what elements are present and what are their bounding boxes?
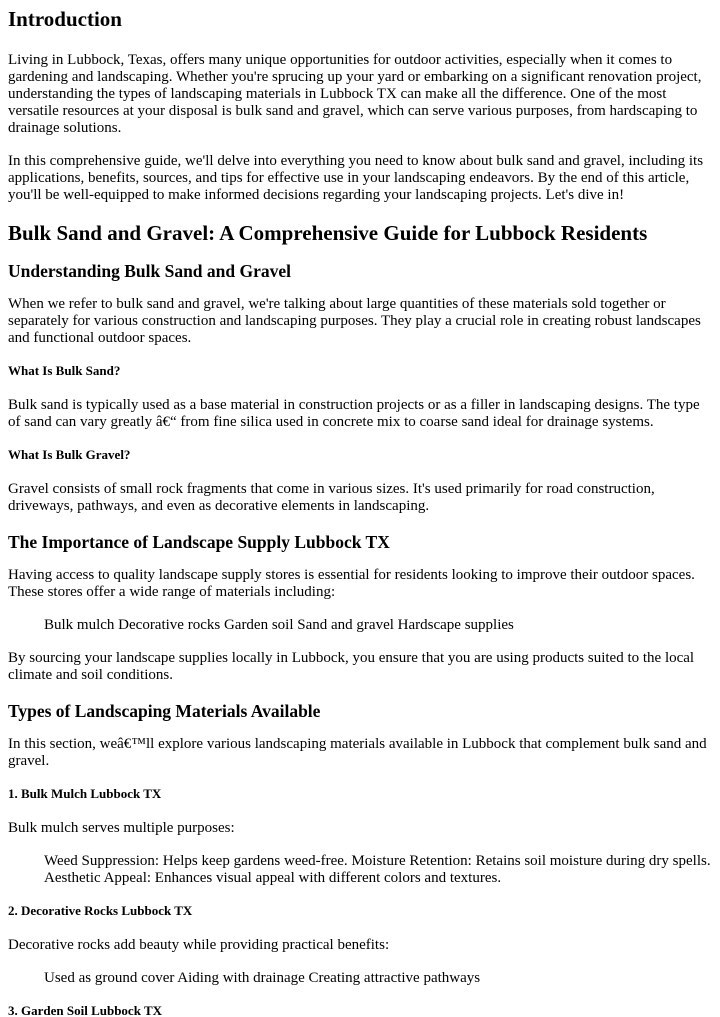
bulk-gravel-heading: What Is Bulk Gravel? bbox=[8, 447, 131, 462]
understanding-paragraph: When we refer to bulk sand and gravel, we're talking about large quantities of these materials sold together or separately for various construction and landscaping purposes. They play a crucial role in creating robust landscapes and functional outdoor spaces. bbox=[8, 296, 701, 346]
decorative-rocks-paragraph: Decorative rocks add beauty while providing practical benefits: bbox=[8, 937, 390, 953]
decorative-rocks-list: Used as ground cover Aiding with drainage Creating attractive pathways bbox=[44, 970, 481, 986]
garden-soil-heading: 3. Garden Soil Lubbock TX bbox=[8, 1003, 163, 1017]
bulk-mulch-paragraph: Bulk mulch serves multiple purposes: bbox=[8, 820, 235, 836]
landscape-supply-paragraph: Having access to quality landscape supply stores is essential for residents looking to improve their outdoor spaces. These stores offer a wide range of materials including: bbox=[8, 567, 695, 600]
bulk-mulch-list: Weed Suppression: Helps keep gardens weed-free. Moisture Retention: Retains soil moisture during dry spells. Aesthetic Appeal: Enhances visual appeal with different colors and textures. bbox=[44, 853, 711, 886]
materials-types-paragraph: In this section, weâ€™ll explore various landscaping materials available in Lubbock that complement bulk sand and gravel. bbox=[8, 736, 707, 769]
bulk-gravel-paragraph: Gravel consists of small rock fragments that come in various sizes. It's used primarily for road construction, driveways, pathways, and even as decorative elements in landscaping. bbox=[8, 481, 655, 514]
bulk-mulch-heading: 1. Bulk Mulch Lubbock TX bbox=[8, 786, 162, 801]
understanding-heading: Understanding Bulk Sand and Gravel bbox=[8, 261, 292, 281]
landscape-supply-after: By sourcing your landscape supplies locally in Lubbock, you ensure that you are using products suited to the local climate and soil conditions. bbox=[8, 650, 695, 683]
bulk-sand-heading: What Is Bulk Sand? bbox=[8, 363, 121, 378]
decorative-rocks-heading: 2. Decorative Rocks Lubbock TX bbox=[8, 903, 193, 918]
intro-heading: Introduction bbox=[8, 7, 122, 31]
guide-title: Bulk Sand and Gravel: A Comprehensive Guide for Lubbock Residents bbox=[8, 221, 648, 245]
intro-paragraph-2: In this comprehensive guide, we'll delve into everything you need to know about bulk sand and gravel, including its applications, benefits, sources, and tips for effective use in your landscaping endeavors. By the end of this article, you'll be well-equipped to make informed decisions regarding your landscaping projects. Let's dive in! bbox=[8, 153, 704, 203]
intro-paragraph-1: Living in Lubbock, Texas, offers many unique opportunities for outdoor activities, especially when it comes to gardening and landscaping. Whether you're sprucing up your yard or embarking on a significant renovation project, understanding the types of landscaping materials in Lubbock TX can make all the difference. One of the most versatile resources at your disposal is bulk sand and gravel, which can serve various purposes, from hardscaping to drainage solutions. bbox=[8, 52, 702, 136]
materials-types-heading: Types of Landscaping Materials Available bbox=[8, 701, 321, 721]
landscape-supply-heading: The Importance of Landscape Supply Lubbock TX bbox=[8, 532, 390, 552]
bulk-sand-paragraph: Bulk sand is typically used as a base material in construction projects or as a filler in landscaping designs. The type of sand can vary greatly â€“ from fine silica used in concrete mix to coarse sand ideal for drainage systems. bbox=[8, 397, 700, 430]
landscape-supply-list: Bulk mulch Decorative rocks Garden soil Sand and gravel Hardscape supplies bbox=[44, 617, 514, 633]
